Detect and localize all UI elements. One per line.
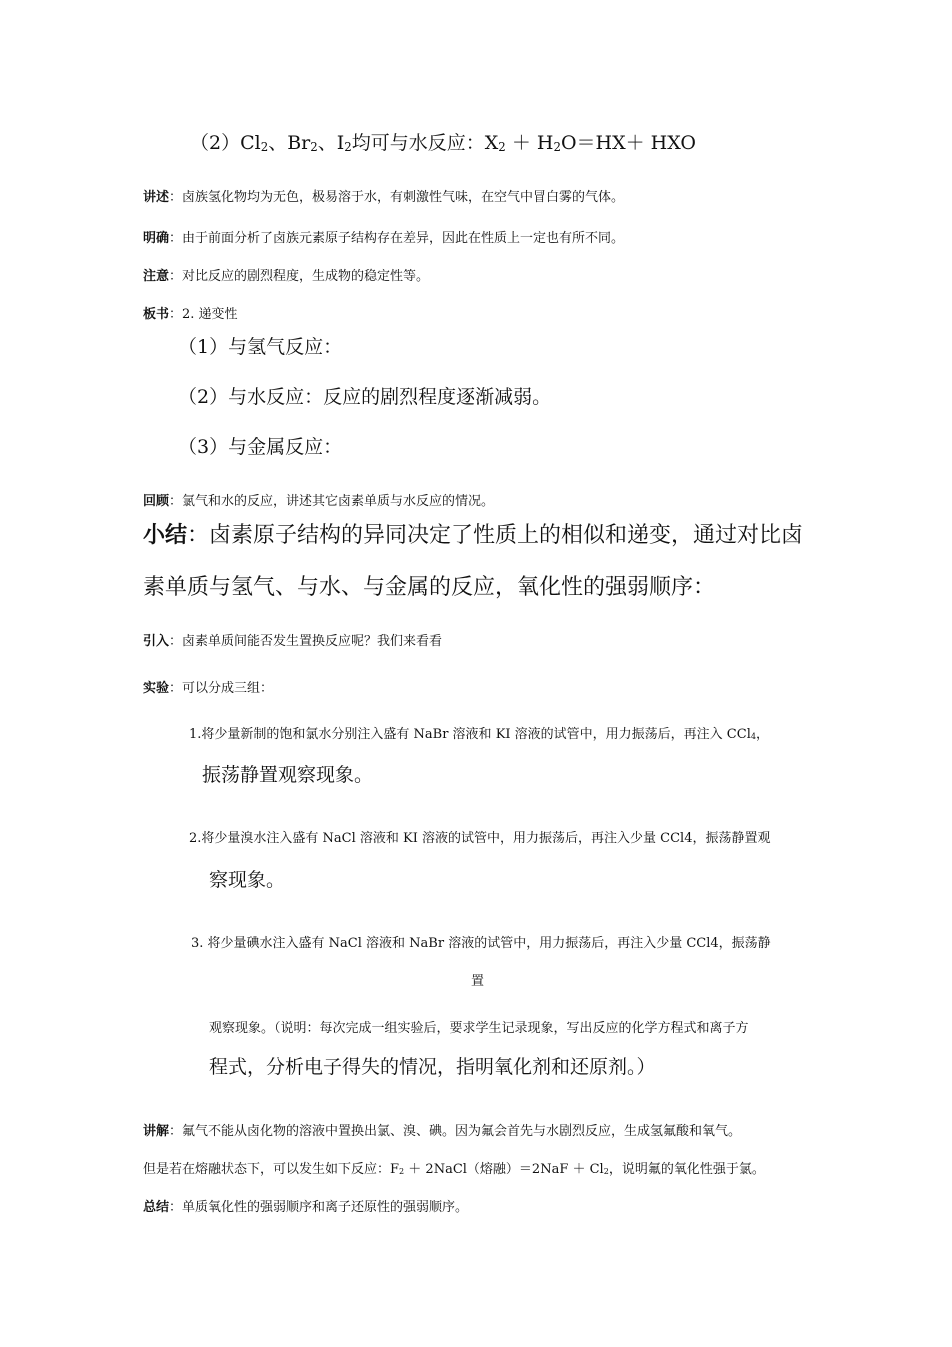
section-text: ：2. 递变性 bbox=[169, 307, 238, 322]
section-label: 总结 bbox=[143, 1200, 170, 1215]
section-sub: 2 bbox=[603, 1167, 609, 1177]
exp-text: ， bbox=[755, 727, 769, 742]
exp3-line2: 置 bbox=[471, 974, 485, 989]
banshu-paragraph bbox=[143, 303, 238, 322]
section-label: 引入 bbox=[143, 634, 170, 649]
section-text: ：卤素原子结构的异同决定了性质上的相似和递变，通过对比卤 bbox=[187, 523, 804, 548]
eq-text: 、I bbox=[317, 132, 345, 154]
section-label: 板书 bbox=[143, 307, 170, 322]
section-label: 明确 bbox=[143, 231, 170, 246]
eq-text: O＝HX＋ HXO bbox=[560, 132, 697, 154]
exp-text: 1.将少量新制的饱和氯水分别注入盛有 NaBr 溶液和 KI 溶液的试管中，用力振荡后，再注入 CCl bbox=[189, 727, 751, 742]
huigu-paragraph bbox=[143, 490, 494, 509]
section-label: 回顾 bbox=[143, 494, 170, 509]
xiaojie-line1 bbox=[143, 518, 803, 549]
equation-line bbox=[190, 128, 696, 155]
section-label: 讲述 bbox=[143, 190, 170, 205]
section-text: ：对比反应的剧烈程度，生成物的稳定性等。 bbox=[169, 269, 430, 284]
section-text: ：氯气和水的反应，讲述其它卤素单质与水反应的情况。 bbox=[169, 494, 495, 509]
exp1-line2: 振荡静置观察现象。 bbox=[202, 764, 374, 786]
section-text: ：可以分成三组： bbox=[169, 681, 274, 696]
section-text: ：氟气不能从卤化物的溶液中置换出氯、溴、碘。因为氟会首先与水剧烈反应，生成氢氟酸和氧气。 bbox=[169, 1124, 742, 1139]
section-text: ：由于前面分析了卤族元素原子结构存在差异，因此在性质上一定也有所不同。 bbox=[169, 231, 625, 246]
eq-sub: 2 bbox=[310, 139, 318, 154]
banshu-item: （2）与水反应：反应的剧烈程度逐渐减弱。 bbox=[178, 386, 552, 408]
jiangjie-line1 bbox=[143, 1120, 741, 1139]
jiangjie-line2 bbox=[143, 1158, 765, 1177]
eq-sub: 2 bbox=[344, 139, 352, 154]
exp3-line1: 3. 将少量碘水注入盛有 NaCl 溶液和 NaBr 溶液的试管中，用力振荡后，再注入少量 CCl4，振荡静 bbox=[191, 936, 771, 951]
exp1-line1 bbox=[189, 723, 769, 742]
exp3-line4: 程式，分析电子得失的情况，指明氧化剂和还原剂。） bbox=[209, 1056, 656, 1078]
eq-text: 、Br bbox=[268, 132, 311, 154]
mingque-paragraph bbox=[143, 227, 624, 246]
exp2-line2: 察现象。 bbox=[209, 869, 286, 891]
section-text: ：卤族氢化物均为无色，极易溶于水，有刺激性气味，在空气中冒白雾的气体。 bbox=[169, 190, 625, 205]
exp-sub: 4 bbox=[750, 732, 756, 742]
eq-sub: 2 bbox=[260, 139, 269, 154]
section-text: ，说明氟的氧化性强于氯。 bbox=[608, 1162, 765, 1177]
eq-text: ＋ H bbox=[505, 132, 554, 154]
section-label: 讲解 bbox=[143, 1124, 170, 1139]
xiaojie-line2: 素单质与氢气、与水、与金属的反应，氧化性的强弱顺序： bbox=[143, 575, 716, 600]
section-text: 但是若在熔融状态下，可以发生如下反应：F bbox=[143, 1162, 400, 1177]
section-sub: 2 bbox=[399, 1167, 405, 1177]
exp2-line1: 2.将少量溴水注入盛有 NaCl 溶液和 KI 溶液的试管中，用力振荡后，再注入少量 CCl4，振荡静置观 bbox=[189, 831, 771, 846]
section-text: ：卤素单质间能否发生置换反应呢？我们来看看 bbox=[169, 634, 443, 649]
yinru-paragraph bbox=[143, 630, 442, 649]
eq-sub: 2 bbox=[553, 139, 561, 154]
eq-text: （2）Cl bbox=[190, 132, 261, 154]
section-label: 小结 bbox=[143, 522, 188, 548]
eq-text: 均可与水反应：X bbox=[351, 132, 499, 154]
section-text: ＋ 2NaCl（熔融）＝2NaF ＋ Cl bbox=[404, 1162, 604, 1177]
jiangshu-paragraph bbox=[143, 186, 624, 205]
banshu-item: （3）与金属反应： bbox=[178, 436, 343, 458]
banshu-item: （1）与氢气反应： bbox=[178, 336, 343, 358]
shiyan-paragraph bbox=[143, 677, 273, 696]
section-text: ：单质氧化性的强弱顺序和离子还原性的强弱顺序。 bbox=[169, 1200, 469, 1215]
exp3-line3: 观察现象。（说明：每次完成一组实验后，要求学生记录现象，写出反应的化学方程式和离子方 bbox=[209, 1021, 749, 1036]
section-label: 实验 bbox=[143, 681, 170, 696]
section-label: 注意 bbox=[143, 269, 170, 284]
zongjie-paragraph bbox=[143, 1196, 468, 1215]
eq-sub: 2 bbox=[498, 139, 506, 154]
zhuyi-paragraph bbox=[143, 265, 429, 284]
